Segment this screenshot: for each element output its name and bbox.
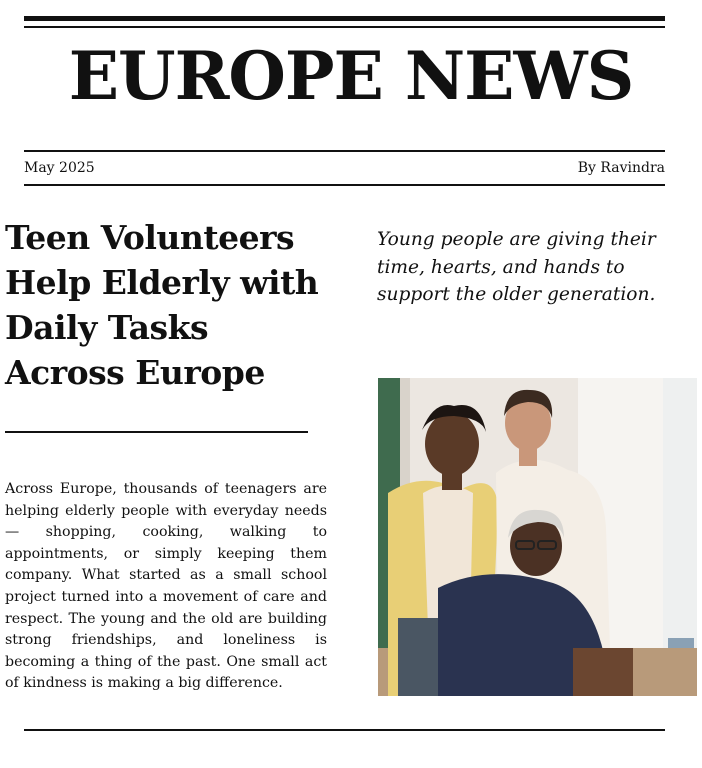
meta-bottom-rule: [24, 184, 665, 186]
article-headline: Teen Volunteers Help Elderly with Daily Tasks Across Europe: [5, 218, 319, 392]
article-deck: Young people are giving their time, hearts, and hands to support the older generation.: [377, 229, 656, 305]
article-body: Across Europe, thousands of teenagers are helping elderly people with everyday needs — shopping, cooking, walking to appointments, or simply keeping them company. What started as a small school project turned into a movement of care and respect. The young and the old are building strong friendships, and loneliness is becoming a thing of the past. One small act of kindness is making a big difference.: [5, 481, 327, 692]
top-rule-thick: [24, 16, 665, 21]
meta-top-rule: [24, 150, 665, 152]
headline-divider: [5, 431, 308, 433]
top-rule-thin: [24, 26, 665, 28]
masthead-title: EUROPE NEWS: [68, 37, 634, 115]
bottom-rule: [24, 729, 665, 731]
issue-date: May 2025: [24, 160, 95, 176]
author-byline: By Ravindra: [577, 160, 665, 176]
article-photo: [378, 378, 697, 696]
